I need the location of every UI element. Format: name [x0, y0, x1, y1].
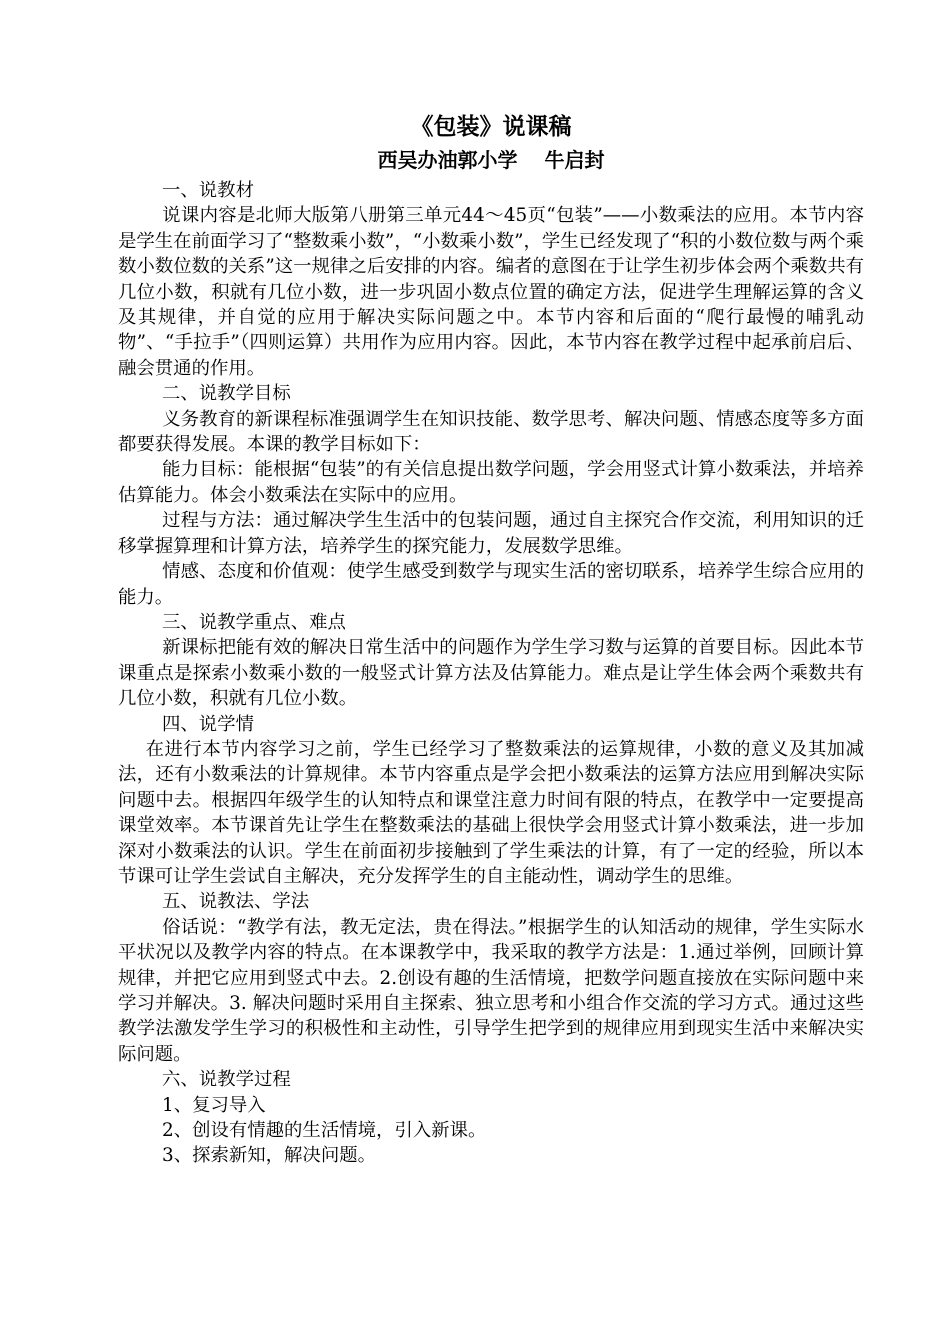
section-heading-methods: 五、说教法、学法 [162, 891, 310, 913]
paragraph-learners: 在进行本节内容学习之前，学生已经学习了整数乘法的运算规律，小数的意义及其加减法，还有小数乘法的计算规律。本节内容重点是学会把小数乘法的运算方法应用到解决实际问题中去。根据四年级学生的认知特点和课堂注意力时间有限的特点，在教学中一定要提高课堂效率。本节课首先让学生在整数乘法的基础上很快学会用竖式计算小数乘法，进一步加深对小数乘法的认识。学生在前面初步接触到了学生乘法的计算，有了一定的经验，所以本节课可让学生尝试自主解决，充分发挥学生的自主能动性，调动学生的思维。 [118, 738, 864, 887]
paragraph-emotion-values: 情感、态度和价值观：使学生感受到数学与现实生活的密切联系，培养学生综合应用的能力。 [118, 561, 864, 608]
paragraph-textbook: 说课内容是北师大版第八册第三单元44～45页“包装”——小数乘法的应用。本节内容是学生在前面学习了“整数乘小数”，“小数乘小数”，学生已经发现了“积的小数位数与两个乘数小数位数的关系”这一规律之后安排的内容。编者的意图在于让学生初步体会两个乘数共有几位小数，积就有几位小数，进一步巩固小数点位置的确定方法，促进学生理解运算的含义及其规律，并自觉的应用于解决实际问题之中。本节内容和后面的“爬行最慢的哺乳动物”、“手拉手”（四则运算）共用作为应用内容。因此，本节内容在教学过程中起承前启后、融会贯通的作用。 [118, 205, 864, 379]
document-body [118, 112, 864, 1169]
paragraph-ability-objective: 能力目标：能根据“包装”的有关信息提出数学问题，学会用竖式计算小数乘法，并培养估算能力。体会小数乘法在实际中的应用。 [118, 459, 864, 506]
paragraph-process-method: 过程与方法：通过解决学生生活中的包装问题，通过自主探究合作交流，利用知识的迁移掌握算理和计算方法，培养学生的探究能力，发展数学思维。 [118, 510, 864, 557]
process-step-1: 1、复习导入 [162, 1094, 266, 1116]
process-step-3: 3、探索新知，解决问题。 [162, 1145, 376, 1167]
author-line: 西吴办油郭小学 牛启封 [377, 148, 605, 172]
section-heading-textbook: 一、说教材 [162, 180, 254, 201]
paragraph-key-points: 新课标把能有效的解决日常生活中的问题作为学生学习数与运算的首要目标。因此本节课重点是探索小数乘小数的一般竖式计算方法及估算能力。难点是让学生体会两个乘数共有几位小数，积就有几位小数。 [118, 637, 864, 710]
section-heading-learners: 四、说学情 [162, 713, 254, 735]
paragraph-objectives-intro: 义务教育的新课程标准强调学生在知识技能、数学思考、解决问题、情感态度等多方面都要获得发展。本课的教学目标如下： [118, 408, 864, 456]
section-heading-objectives: 二、说教学目标 [162, 383, 291, 405]
paragraph-methods: 俗话说：“教学有法，教无定法，贵在得法。”根据学生的认知活动的规律，学生实际水平状况以及教学内容的特点。在本课教学中，我采取的教学方法是：1.通过举例，回顾计算规律，并把它应用到竖式中去。2.创设有趣的生活情境，把数学问题直接放在实际问题中来学习并解决。3. 解决问题时采用自主探索、独立思考和小组合作交流的学习方式。通过这些教学法激发学生学习的积极性和主动性，引导学生把学到的规律应用到现实生活中来解决实际问题。 [118, 916, 864, 1065]
document-title: 《包装》说课稿 [410, 113, 572, 140]
section-heading-process: 六、说教学过程 [162, 1069, 291, 1091]
section-heading-key-points: 三、说教学重点、难点 [162, 611, 346, 633]
process-step-2: 2、创设有情趣的生活情境，引入新课。 [162, 1120, 487, 1142]
